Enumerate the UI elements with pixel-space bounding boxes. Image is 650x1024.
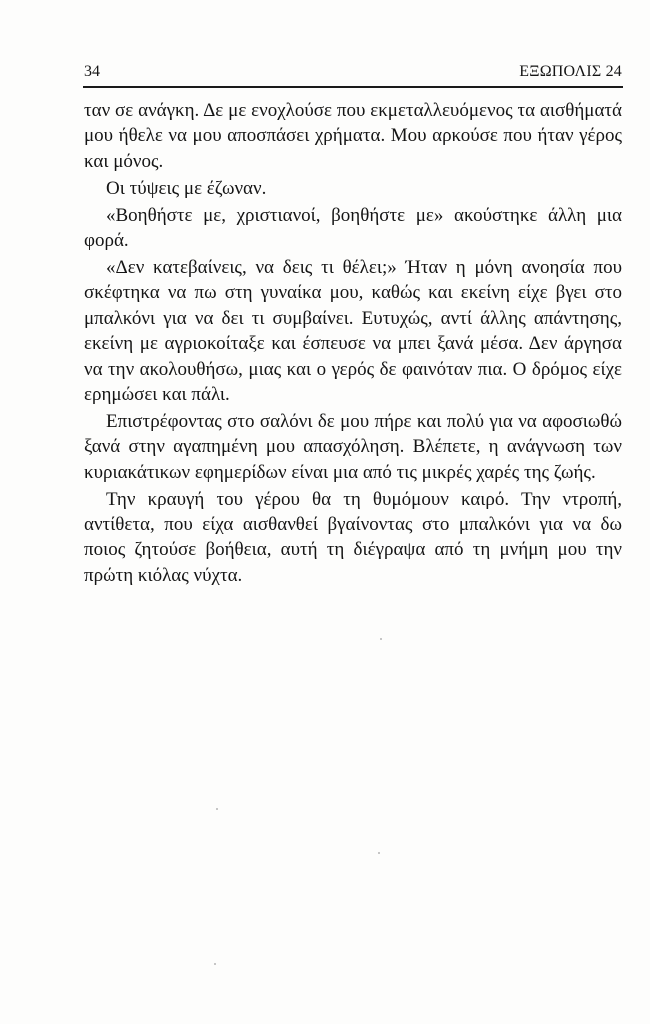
paragraph-6: Την κραυγή του γέρου θα τη θυμόμουν καιρό. Την ντροπή, αντίθετα, που είχα αισθανθεί βγαίνοντας στο μπαλκόνι για να δω ποιος ζητούσε βοήθεια, αυτή τη διέγραψα από τη μνήμη μου την πρώτη κιόλας νύχτα. (84, 488, 622, 586)
scan-speck (378, 852, 380, 854)
scan-speck (216, 808, 218, 810)
paragraph-3: «Βοηθήστε με, χριστιανοί, βοηθήστε με» ακούστηκε άλλη μια φορά. (84, 204, 622, 252)
scan-speck (214, 963, 216, 965)
scan-speck (380, 638, 382, 640)
header-rule (83, 86, 623, 88)
page-number: 34 (84, 63, 100, 80)
body-text (84, 98, 622, 590)
page-header (84, 62, 622, 82)
paragraph-1: ταν σε ανάγκη. Δε με ενοχλούσε που εκμεταλλευόμενος τα αισθήματά μου ήθελε να μου αποσπάσει χρήματα. Μου αρκούσε που ήταν γέρος και μόνος. (84, 100, 622, 172)
paragraph-4: «Δεν κατεβαίνεις, να δεις τι θέλει;» Ήταν η μόνη ανοησία που σκέφτηκα να πω στη γυναίκα μου, καθώς και εκείνη είχε βγει στο μπαλκόνι για να δει τι συμβαίνει. Ευτυχώς, αντί άλλης απάντησης, εκείνη με αγριοκοίταξε και έσπευσε να μπει ξανά μέσα. Δεν άργησα να την ακολουθήσω, μιας και ο γερός δε φαινόταν πια. Ο δρόμος είχε ερημώσει και πάλι. (84, 256, 622, 405)
paragraph-5: Επιστρέφοντας στο σαλόνι δε μου πήρε και πολύ για να αφοσιωθώ ξανά στην αγαπημένη μου απασχόληση. Βλέπετε, η ανάγνωση των κυριακάτικων εφημερίδων είναι μια από τις μικρές χαρές της ζωής. (84, 410, 622, 483)
paragraph-2: Οι τύψεις με έζωναν. (106, 177, 267, 199)
running-title: ΕΞΩΠΟΛΙΣ 24 (519, 63, 622, 80)
